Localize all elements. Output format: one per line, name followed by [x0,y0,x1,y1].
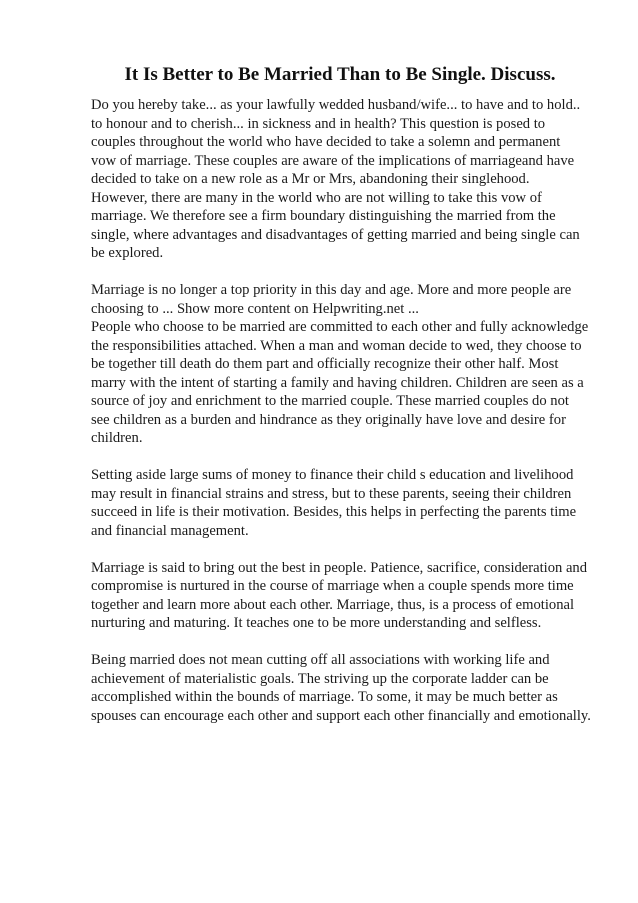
text-line: see children as a burden and hindrance as they originally have love and desire for [91,411,566,428]
text-line: and financial management. [91,522,249,539]
text-line: couples throughout the world who have decided to take a solemn and permanent [91,134,561,150]
text-line: achievement of materialistic goals. The striving up the corporate ladder can be [91,670,549,687]
text-line: be explored. [91,245,164,261]
paragraph-intro [91,96,611,263]
text-line: single, where advantages and disadvantages of getting married and being single can [91,226,580,243]
text-line: marry with the intent of starting a family and having children. Children are seen as a [91,374,584,391]
text-line: together and learn more about each other. Marriage, thus, is a process of emotional [91,596,575,613]
text-line: Marriage is no longer a top priority in this day and age. More and more people are [91,282,572,298]
text-line: Do you hereby take... as your lawfully wedded husband/wife... to have and to hold.. [91,97,581,113]
text-line: Marriage is said to bring out the best in people. Patience, sacrifice, consideration and [91,559,588,576]
text-line: nurturing and maturing. It teaches one to be more understanding and selfless. [91,615,542,631]
text-line: Being married does not mean cutting off all associations with working life and [91,652,550,668]
text-line: However, there are many in the world who are not willing to take this vow of [91,189,542,206]
document-title: It Is Better to Be Married Than to Be Single. Discuss. [124,64,556,85]
paragraph-finance [91,466,611,540]
text-line: source of joy and enrichment to the married couple. These married couples do not [91,393,569,409]
document-body [91,96,611,744]
text-line: accomplished within the bounds of marriage. To some, it may be much better as [91,689,558,705]
paragraph-commitment [91,318,611,448]
text-line: compromise is nurtured in the course of marriage when a couple spends more time [91,578,574,594]
paragraph-priority [91,281,611,318]
text-line: be together till death do them part and officially recognize their other half. Most [91,356,559,372]
text-line: Setting aside large sums of money to finance their child s education and livelihood [91,467,574,483]
text-line: spouses can encourage each other and support each other financially and emotionally. [91,707,591,724]
text-line: decided to take on a new role as a Mr or Mrs, abandoning their singlehood. [91,171,530,187]
paragraph-best-in-people [91,559,611,633]
text-line: children. [91,430,143,446]
text-line: People who choose to be married are committed to each other and fully acknowledge [91,319,589,335]
text-line: may result in financial strains and stress, but to these parents, seeing their children [91,485,572,502]
text-line: choosing to ... Show more content on Helpwriting.net ... [91,300,419,317]
text-line: vow of marriage. These couples are aware of the implications of marriageand have [91,152,575,169]
paragraph-career [91,651,611,725]
text-line: marriage. We therefore see a firm boundary distinguishing the married from the [91,208,556,224]
text-line: to honour and to cherish... in sickness and in health? This question is posed to [91,115,546,132]
text-line: the responsibilities attached. When a man and woman decide to wed, they choose to [91,337,582,354]
text-line: succeed in life is their motivation. Besides, this helps in perfecting the parents time [91,504,577,520]
